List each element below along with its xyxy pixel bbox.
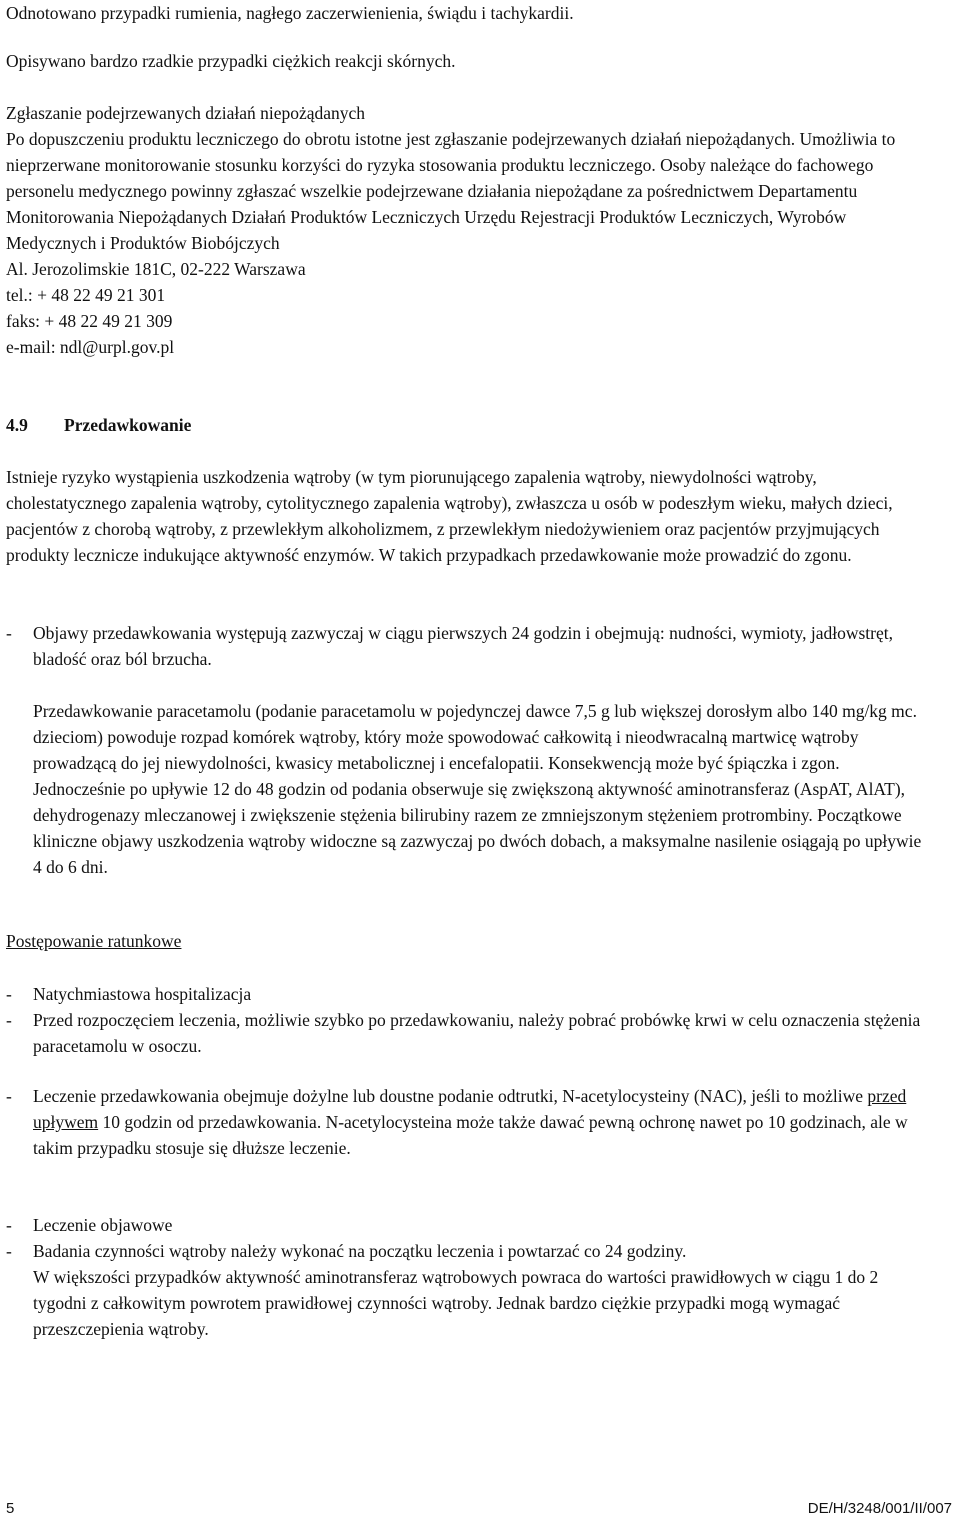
paragraph-overdose: Przedawkowanie paracetamolu (podanie paracetamolu w pojedynczej dawce 7,5 g lub większej dorosłym albo 140 mg/kg mc. dzieciom) powoduje rozpad komórek wątroby, który może spowodować całkowitą i nieodwracalną martwicę wątroby prowadzącą do jej niewydolności, kwasicy metabolicznej i encefalopatii. Konsekwencją może być śpiączka i zgon. Jednocześnie po upływie 12 do 48 godzin od podania obserwuje się zwiększoną aktywność aminotransferaz (AspAT, AlAT), dehydrogenazy mleczanowej i zwiększenie stężenia bilirubiny razem ze zmniejszonym stężeniem protrombiny. Początkowe kliniczne objawy uszkodzenia wątroby widoczne są zazwyczaj po dwóch dobach, a maksymalne nasilenie osiągają po upływie 4 do 6 dni. xyxy=(33,701,922,877)
list-item: - Leczenie objawowe xyxy=(6,1212,930,1238)
section-heading xyxy=(6,412,930,438)
symptoms-list xyxy=(6,620,930,672)
emergency-list-3 xyxy=(6,1212,930,1264)
reporting-address: Al. Jerozolimskie 181C, 02-222 Warszawa xyxy=(6,259,306,279)
list-item: - Natychmiastowa hospitalizacja xyxy=(6,981,930,1007)
emergency-list-1 xyxy=(6,981,930,1059)
reporting-title: Zgłaszanie podejrzewanych działań niepożądanych xyxy=(6,103,366,123)
paragraph-risk: Istnieje ryzyko wystąpienia uszkodzenia wątroby (w tym piorunującego zapalenia wątroby, niewydolności wątroby, cholestatycznego zapalenia wątroby, cytolitycznego zapalenia wątroby), zwłaszcza u osób w podeszłym wieku, małych dzieci, pacjentów z chorobą wątroby, z przewlekłym alkoholizmem, z przewlekłym niedożywieniem oraz pacjentów przyjmujących produkty lecznicze indukujące aktywność enzymów. W takich przypadkach przedawkowanie może prowadzić do zgonu. xyxy=(6,467,893,565)
paragraph-skin: Opisywano bardzo rzadkie przypadki ciężkich reakcji skórnych. xyxy=(6,51,456,71)
list-item xyxy=(6,1083,930,1161)
reporting-fax: faks: + 48 22 49 21 309 xyxy=(6,311,173,331)
reporting-section xyxy=(6,100,930,360)
paragraph-final: W większości przypadków aktywność aminotransferaz wątrobowych powraca do wartości prawidłowych w ciągu 1 do 2 tygodni z całkowitym powrotem prawidłowej czynności wątroby. Jednak bardzo ciężkie przypadki mogą wymagać przeszczepienia wątroby. xyxy=(33,1267,879,1339)
nac-text-after: 10 godzin od przedawkowania. N-acetylocysteina może także dawać pewną ochronę nawet po 10 godzinach, ale w takim przypadku stosuje się dłuższe leczenie. xyxy=(33,1112,908,1158)
emergency-heading xyxy=(6,928,930,954)
reporting-body: Po dopuszczeniu produktu leczniczego do obrotu istotne jest zgłaszanie podejrzewanych działań niepożądanych. Umożliwia to nieprzerwane monitorowanie stosunku korzyści do ryzyka stosowania produktu leczniczego. Osoby należące do fachowego personelu medycznego powinny zgłaszać wszelkie podejrzewane działania niepożądane za pośrednictwem Departamentu Monitorowania Niepożądanych Działań Produktów Leczniczych Urzędu Rejestracji Produktów Leczniczych, Wyrobów Medycznych i Produktów Biobójczych xyxy=(6,129,896,253)
emergency-list-2 xyxy=(6,1083,930,1161)
document-code: DE/H/3248/001/II/007 xyxy=(807,1500,952,1517)
list-item: - Objawy przedawkowania występują zazwyczaj w ciągu pierwszych 24 godzin i obejmują: nudności, wymioty, jadłowstręt, bladość oraz ból brzucha. xyxy=(6,620,930,672)
emergency-heading-text: Postępowanie ratunkowe xyxy=(6,931,182,951)
section-title: Przedawkowanie xyxy=(64,415,192,435)
list-item: - Przed rozpoczęciem leczenia, możliwie szybko po przedawkowaniu, należy pobrać probówkę krwi w celu oznaczenia stężenia paracetamolu w osoczu. xyxy=(6,1007,930,1059)
reporting-email: e-mail: ndl@urpl.gov.pl xyxy=(6,337,175,357)
paragraph-reactions: Odnotowano przypadki rumienia, nagłego zaczerwienienia, świądu i tachykardii. xyxy=(6,3,574,23)
list-item: - Badania czynności wątroby należy wykonać na początku leczenia i powtarzać co 24 godziny. xyxy=(6,1238,930,1264)
nac-text-before: Leczenie przedawkowania obejmuje dożylne lub doustne podanie odtrutki, N-acetylocysteiny (NAC), jeśli to możliwe xyxy=(33,1086,868,1106)
page-number: 5 xyxy=(6,1500,15,1517)
section-number: 4.9 xyxy=(6,415,28,435)
nac-text-underlined: przed upływem xyxy=(33,1086,907,1132)
page-footer xyxy=(6,1500,952,1518)
reporting-tel: tel.: + 48 22 49 21 301 xyxy=(6,285,166,305)
